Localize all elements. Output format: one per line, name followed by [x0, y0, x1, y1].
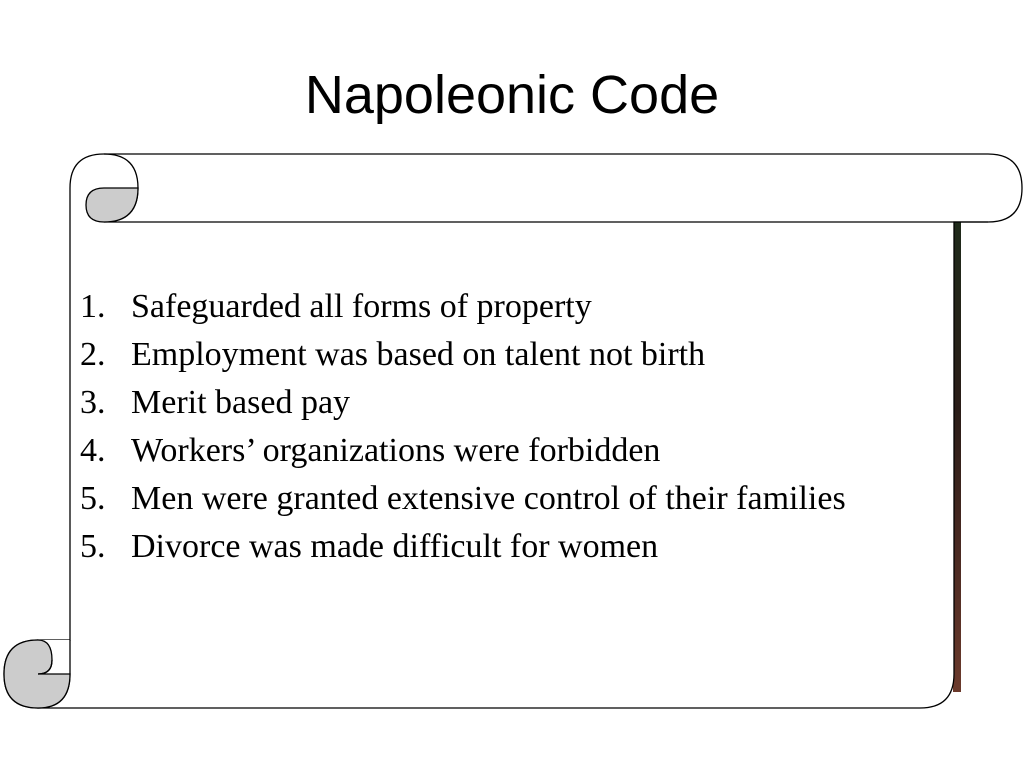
slide-title: Napoleonic Code [304, 65, 720, 125]
list-item-text: Safeguarded all forms of property [131, 288, 592, 325]
list-item-number: 5. [80, 528, 106, 565]
list-item-number: 4. [80, 432, 106, 469]
list-item-text: Workers’ organizations were forbidden [131, 432, 661, 469]
list-item [80, 331, 940, 379]
list-item-text: Divorce was made difficult for women [131, 528, 659, 565]
list-item-number: 1. [80, 288, 106, 325]
list-item-number: 3. [80, 384, 106, 421]
list-item-number: 5. [80, 480, 106, 517]
list-item [80, 427, 940, 475]
list-item [80, 379, 940, 427]
list-item-number: 2. [80, 336, 106, 373]
list-item [80, 475, 911, 523]
list-item-text: Employment was based on talent not birth [131, 336, 706, 373]
list-item [80, 283, 940, 331]
list-item-text: Men were granted extensive control of their families [131, 480, 846, 517]
list-item [80, 523, 940, 571]
list-item-text: Merit based pay [131, 384, 351, 421]
code-provisions-list [80, 283, 940, 571]
